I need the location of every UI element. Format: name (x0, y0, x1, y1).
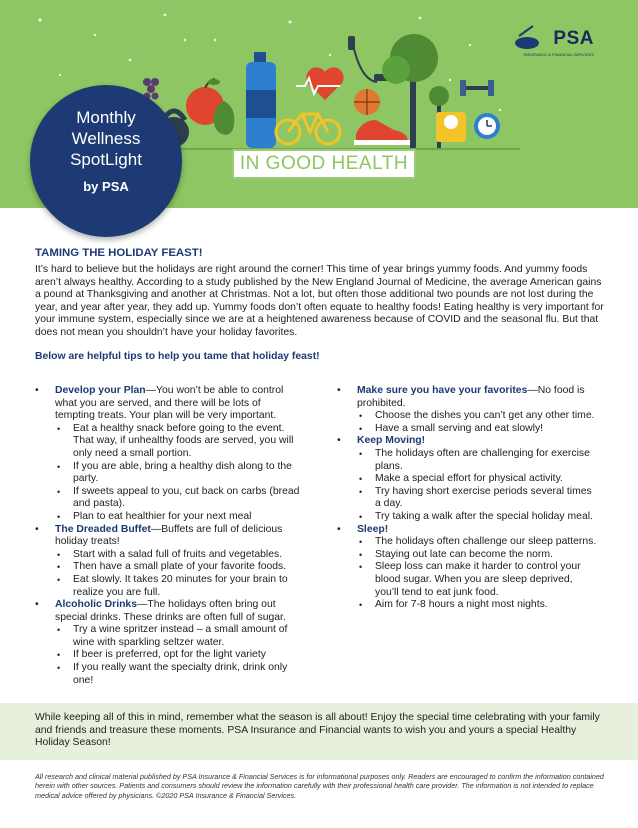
tip-subpoint: • Aim for 7-8 hours a night most nights. (357, 599, 599, 612)
badge-line-2: Wellness (71, 129, 141, 148)
closing-message: While keeping all of this in mind, remember what the season is all about! Enjoy the special time celebrating with your family and friends and treasure these moments. PSA Insurance and Financial wants to wish you and yours a special Healthy Holiday Season! (0, 703, 638, 760)
tip-subpoint: • Staying out late can become the norm. (357, 549, 599, 562)
tip-heading: The Dreaded Buffet (55, 523, 151, 535)
tip-subpoint: • Then have a small plate of your favorite foods. (55, 561, 303, 574)
tip-subpoint: • Try having short exercise periods several times a day. (357, 486, 599, 511)
tip-subpoint: • Have a small serving and eat slowly! (357, 423, 599, 436)
tip-item (35, 599, 303, 687)
badge-line-3: SpotLight (70, 150, 142, 169)
tip-item (337, 385, 599, 435)
tip-subpoint: • Eat a healthy snack before going to the event. That way, if unhealthy foods are served, you will only need a small portion. (55, 423, 303, 461)
tip-subpoint: • Try taking a walk after the special holiday meal. (357, 511, 599, 524)
tips-heading: Below are helpful tips to help you tame that holiday feast! (35, 350, 320, 362)
tip-heading: Make sure you have your favorites (357, 385, 528, 396)
tip-heading: Keep Moving! (357, 435, 426, 447)
tip-subpoint: • Make a special effort for physical activity. (357, 473, 599, 486)
article-intro (35, 247, 605, 362)
tip-subpoint: • Sleep loss can make it harder to control your blood sugar. When you are sleep deprived, you’ll tend to eat junk food. (357, 561, 599, 599)
tip-subpoint: • Eat slowly. It takes 20 minutes for your brain to realize you are full. (55, 574, 303, 599)
tip-subpoint: • Start with a salad full of fruits and vegetables. (55, 549, 303, 562)
logo-subtitle: INSURANCE & FINANCIAL SERVICES (523, 52, 594, 57)
tip-subpoint: • If you really want the specialty drink, drink only one! (55, 662, 303, 687)
tip-item (337, 524, 599, 612)
tip-text: —No food is prohibited. (357, 385, 585, 409)
tip-item (35, 385, 303, 524)
tip-heading: Develop your Plan (55, 385, 146, 396)
tip-heading: Alcoholic Drinks (55, 599, 137, 611)
tips-left-column (35, 385, 303, 687)
wellness-badge (30, 85, 182, 237)
tip-subpoint: • Choose the dishes you can’t get any other time. (357, 410, 599, 423)
in-good-health-banner (232, 149, 416, 179)
tips-right-column (337, 385, 599, 687)
banner-text: IN GOOD HEALTH (239, 153, 409, 174)
tip-item (35, 524, 303, 600)
tips-columns (35, 385, 605, 687)
tip-heading: Sleep! (357, 523, 389, 535)
tip-subpoint: • The holidays often are challenging for exercise plans. (357, 448, 599, 473)
badge-by-line: by PSA (83, 179, 129, 194)
tip-subpoint: • If sweets appeal to you, cut back on carbs (bread and pasta). (55, 486, 303, 511)
disclaimer: All research and clinical material published by PSA Insurance & Financial Services is for informational purposes only. Readers are encouraged to confirm the information contained herein with other sources. Patients and consumers should review the information carefully with their professional health care provider. The information is not intended to replace medical advice offered by physicians. ©2020 PSA Insurance & Financial Services. (35, 772, 604, 800)
tip-text: —Buffets are full of delicious holiday treats! (55, 523, 283, 548)
tip-subpoint: • The holidays often challenge our sleep patterns. (357, 536, 599, 549)
badge-line-1: Monthly (76, 108, 136, 127)
tip-subpoint: • If you are able, bring a healthy dish along to the party. (55, 461, 303, 486)
article-title: TAMING THE HOLIDAY FEAST! (35, 247, 203, 259)
intro-paragraph: It’s hard to believe but the holidays are right around the corner! This time of year brings yummy foods. And yummy foods aren’t always healthy. According to a study published by the New England Journal of Medicine, the average American gains a pound at Thanksgiving and another at Christmas. Not a lot, but often those additional two pounds are not lost during the year, and year after year, they add up. Yummy foods don’t often equate to healthy foods! Eating healthy is very important for your immune system, especially since we are at a heightened awareness because of COVID and the seasonal flu. But that does not mean you shouldn’t have your holiday favorites. (35, 264, 604, 338)
tip-subpoint: • If beer is preferred, opt for the light variety (55, 649, 303, 662)
logo-text: PSA (553, 28, 594, 49)
tip-subpoint: • Plan to eat healthier for your next meal (55, 511, 303, 524)
tip-text: —The holidays often bring out special drinks. These drinks are often full of sugar. (55, 599, 286, 623)
tip-item (337, 435, 599, 523)
tip-subpoint: • Try a wine spritzer instead – a small amount of wine with sparkling seltzer water. (55, 624, 303, 649)
tip-text: —You won’t be able to control what you are served, and there will be lots of tempting treats. Your plan will be very important. (55, 385, 284, 422)
psa-logo (523, 28, 594, 57)
